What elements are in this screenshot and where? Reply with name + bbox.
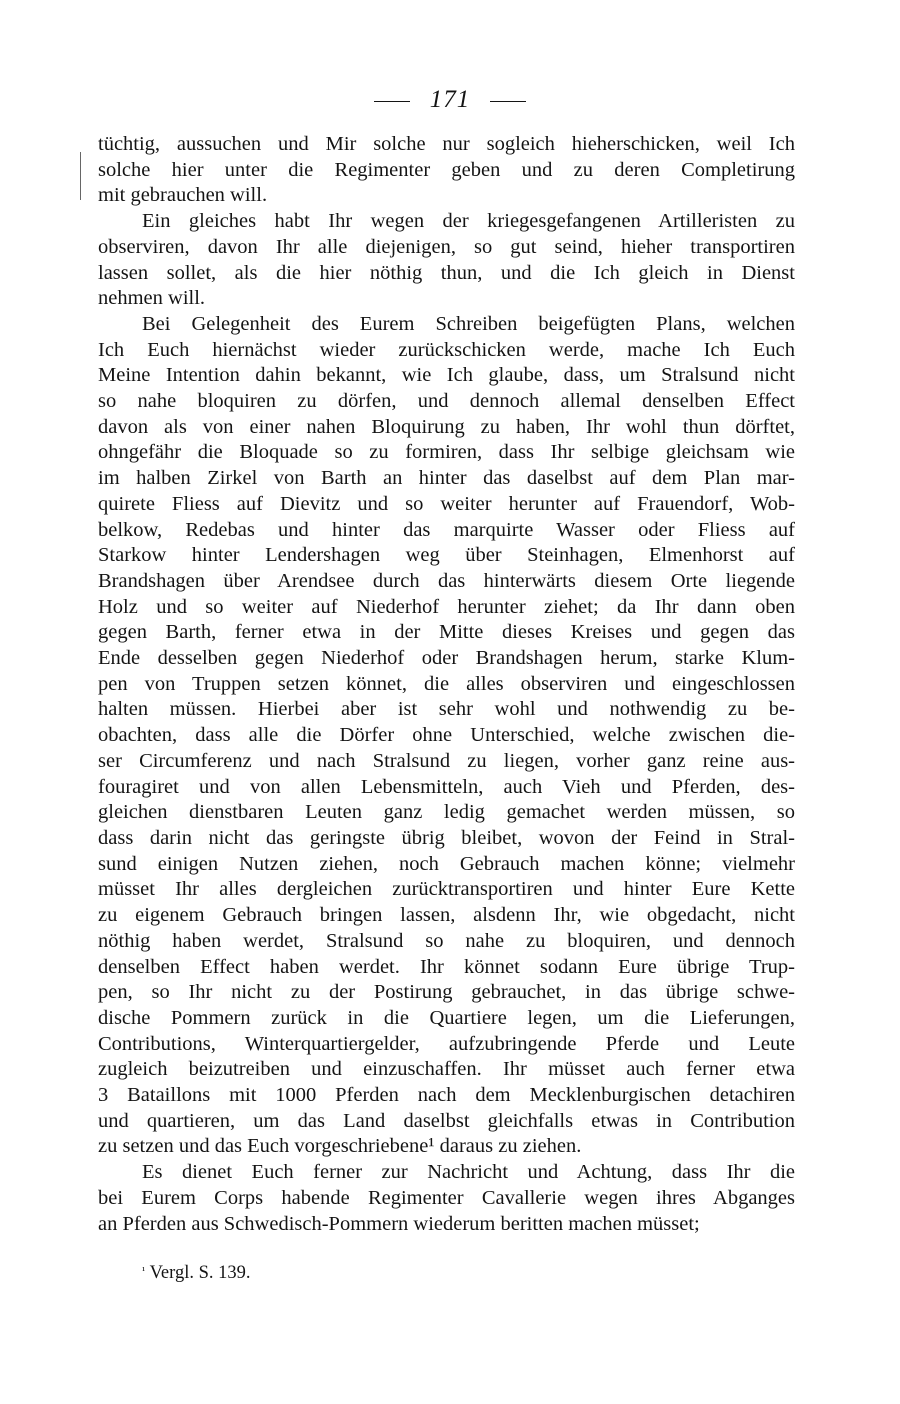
body-text bbox=[98, 132, 795, 1237]
text-line: dass darin nicht das geringste übrig bleibet, wovon der Feind in Stral- bbox=[98, 826, 795, 849]
paragraph bbox=[98, 1160, 795, 1237]
text-line: dische Pommern zurück in die Quartiere legen, um die Lieferungen, bbox=[98, 1006, 795, 1029]
text-line: pen von Truppen setzen könnet, die alles observiren und eingeschlossen bbox=[98, 672, 795, 695]
text-line: Brandshagen über Arendsee durch das hinterwärts diesem Orte liegende bbox=[98, 569, 795, 592]
text-line: Contributions, Winterquartiergelder, aufzubringende Pferde und Leute bbox=[98, 1032, 795, 1055]
text-line: gegen Barth, ferner etwa in der Mitte dieses Kreises und gegen das bbox=[98, 621, 795, 644]
footnote bbox=[142, 1263, 251, 1284]
page-number: 171 bbox=[429, 86, 471, 113]
text-line: zu setzen und das Euch vorgeschriebene¹ daraus zu ziehen. bbox=[98, 1135, 582, 1158]
text-line: obachten, dass alle die Dörfer ohne Unterschied, welche zwischen die- bbox=[98, 724, 795, 747]
footnote-text: Vergl. S. 139. bbox=[149, 1263, 251, 1283]
text-line: quirete Fliess auf Dievitz und so weiter herunter auf Frauendorf, Wob- bbox=[98, 492, 795, 515]
text-line: bei Eurem Corps habende Regimenter Cavallerie wegen ihres Abganges bbox=[98, 1186, 795, 1209]
text-line: Es dienet Euch ferner zur Nachricht und Achtung, dass Ihr die bbox=[142, 1161, 795, 1184]
text-line: Bei Gelegenheit des Eurem Schreiben beigefügten Plans, welchen bbox=[142, 312, 795, 335]
text-line: so nahe bloquiren zu dörfen, und dennoch allemal denselben Effect bbox=[98, 390, 795, 413]
text-line: Ich Euch hiernächst wieder zurückschicken werde, mache Ich Euch bbox=[98, 338, 795, 361]
text-line: Starkow hinter Lendershagen weg über Steinhagen, Elmenhorst auf bbox=[98, 544, 795, 567]
text-line: ser Circumferenz und nach Stralsund zu liegen, vorher ganz reine aus- bbox=[98, 749, 795, 772]
paragraph bbox=[98, 312, 795, 1160]
text-line: ohngefähr die Bloquade so zu formiren, dass Ihr selbige gleichsam wie bbox=[98, 441, 795, 464]
text-line: sund einigen Nutzen ziehen, noch Gebrauch machen könne; vielmehr bbox=[98, 852, 795, 875]
text-line: 3 Bataillons mit 1000 Pferden nach dem Mecklenburgischen detachiren bbox=[98, 1084, 795, 1107]
page-header bbox=[0, 86, 900, 114]
paragraph bbox=[98, 132, 795, 209]
text-line: solche hier unter die Regimenter geben und zu deren Completirung bbox=[98, 158, 795, 181]
text-line: zugleich beizutreiben und einzuschaffen. Ihr müsset auch ferner etwa bbox=[98, 1058, 795, 1081]
text-line: nehmen will. bbox=[98, 287, 206, 310]
header-left-rule bbox=[374, 101, 410, 102]
text-line: denselben Effect haben werdet. Ihr könnet sodann Eure übrige Trup- bbox=[98, 955, 795, 978]
paragraph bbox=[98, 209, 795, 312]
text-line: und quartieren, um das Land daselbst gleichfalls etwas in Contribution bbox=[98, 1109, 795, 1132]
text-line: müsset Ihr alles dergleichen zurücktransportiren und hinter Eure Kette bbox=[98, 878, 795, 901]
text-line: davon als von einer nahen Bloquirung zu haben, Ihr wohl thun dörftet, bbox=[98, 415, 795, 438]
text-line: belkow, Redebas und hinter das marquirte Wasser oder Fliess auf bbox=[98, 518, 795, 541]
header-right-rule bbox=[490, 101, 526, 102]
text-line: an Pferden aus Schwedisch-Pommern wiederum beritten machen müsset; bbox=[98, 1212, 700, 1235]
text-line: im halben Zirkel von Barth an hinter das daselbst auf dem Plan mar- bbox=[98, 467, 795, 490]
footnote-marker: ¹ bbox=[142, 1265, 146, 1277]
text-line: halten müssen. Hierbei aber ist sehr wohl und nothwendig zu be- bbox=[98, 698, 795, 721]
margin-mark bbox=[80, 152, 81, 200]
text-line: lassen sollet, als die hier nöthig thun, und die Ich gleich in Dienst bbox=[98, 261, 795, 284]
text-line: observiren, davon Ihr alle diejenigen, so gut seind, hieher transportiren bbox=[98, 235, 795, 258]
text-line: nöthig haben werdet, Stralsund so nahe zu bloquiren, und dennoch bbox=[98, 929, 795, 952]
text-line: mit gebrauchen will. bbox=[98, 184, 268, 207]
text-line: Ein gleiches habt Ihr wegen der kriegesgefangenen Artilleristen zu bbox=[142, 210, 795, 233]
text-line: tüchtig, aussuchen und Mir solche nur sogleich hieherschicken, weil Ich bbox=[98, 133, 795, 155]
text-line: fouragiret und von allen Lebensmitteln, auch Vieh und Pferden, des- bbox=[98, 775, 795, 798]
text-line: pen, so Ihr nicht zu der Postirung gebrauchet, in das übrige schwe- bbox=[98, 981, 795, 1004]
text-line: Holz und so weiter auf Niederhof herunter ziehet; da Ihr dann oben bbox=[98, 595, 795, 618]
text-line: Meine Intention dahin bekannt, wie Ich glaube, dass, um Stralsund nicht bbox=[98, 364, 795, 387]
text-line: zu eigenem Gebrauch bringen lassen, alsdenn Ihr, wie obgedacht, nicht bbox=[98, 904, 795, 927]
text-line: Ende desselben gegen Niederhof oder Brandshagen herum, starke Klum- bbox=[98, 647, 795, 670]
text-line: gleichen dienstbaren Leuten ganz ledig gemachet werden müssen, so bbox=[98, 801, 795, 824]
